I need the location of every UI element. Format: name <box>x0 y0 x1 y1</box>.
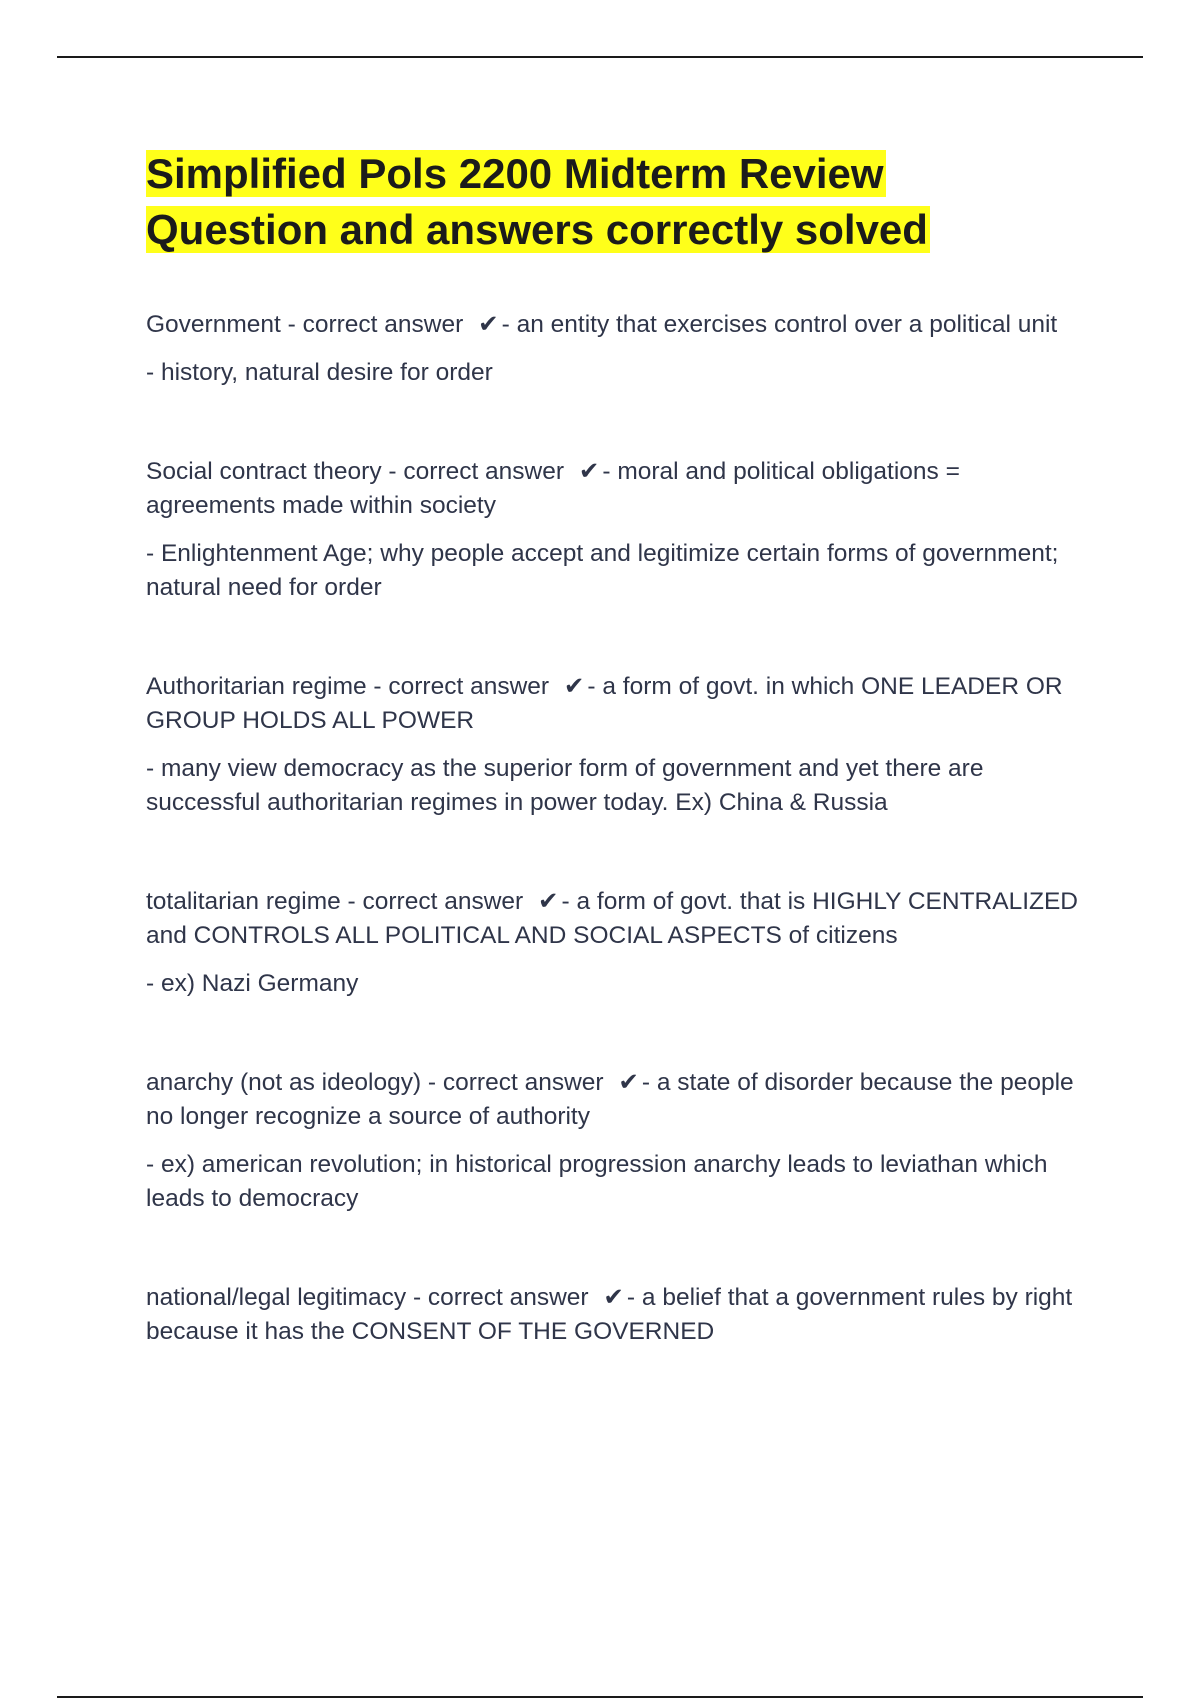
qa-definition: a state of disorder because the people no longer recognize a source of authority <box>146 1069 1074 1130</box>
correct-answer-label: - correct answer <box>373 673 550 700</box>
qa-entry <box>146 670 1096 820</box>
check-icon: ✔ <box>563 673 585 700</box>
check-icon: ✔ <box>603 1284 624 1311</box>
qa-term: Social contract theory <box>146 458 382 485</box>
title-line-1: Simplified Pols 2200 Midterm Review <box>146 150 884 197</box>
qa-answer-line <box>146 885 1096 953</box>
qa-list <box>146 308 1096 1349</box>
check-icon: ✔ <box>578 458 600 485</box>
qa-entry <box>146 1281 1096 1349</box>
qa-answer-line <box>146 455 1096 523</box>
qa-note: - many view democracy as the superior form of government and yet there are successful authoritarian regimes in power today. Ex) China & Russia <box>146 755 984 816</box>
correct-answer-label: - correct answer <box>412 1284 589 1311</box>
qa-entry <box>146 308 1096 390</box>
correct-answer-label: - correct answer <box>347 888 524 915</box>
separator: - <box>626 1284 642 1311</box>
qa-entry <box>146 1066 1096 1216</box>
top-rule <box>57 56 1143 58</box>
qa-term: anarchy (not as ideology) <box>146 1069 422 1096</box>
qa-definition: a form of govt. that is HIGHLY CENTRALIZED and CONTROLS ALL POLITICAL AND SOCIAL ASPECTS of citizens <box>146 888 1078 949</box>
separator: - <box>641 1069 657 1096</box>
correct-answer-label: - correct answer <box>287 311 464 338</box>
qa-answer-line <box>146 1066 1096 1134</box>
qa-note: - Enlightenment Age; why people accept and legitimize certain forms of government; natural need for order <box>146 540 1059 601</box>
correct-answer-label: - correct answer <box>388 458 565 485</box>
qa-entry <box>146 455 1096 605</box>
separator: - <box>501 311 517 338</box>
qa-definition: an entity that exercises control over a political unit <box>516 311 1058 338</box>
qa-answer-line <box>146 670 1096 738</box>
check-icon: ✔ <box>538 888 559 915</box>
separator: - <box>561 888 577 915</box>
qa-term: totalitarian regime <box>146 888 341 915</box>
separator: - <box>602 458 618 485</box>
title-line-2: Question and answers correctly solved <box>146 206 928 253</box>
qa-answer-line <box>146 308 1096 342</box>
qa-term: Government <box>146 311 281 338</box>
document-body <box>146 146 1096 1349</box>
correct-answer-label: - correct answer <box>427 1069 604 1096</box>
qa-definition: moral and political obligations = agreements made within society <box>146 458 960 519</box>
qa-definition: a form of govt. in which ONE LEADER OR GROUP HOLDS ALL POWER <box>146 673 1063 734</box>
bottom-rule <box>57 1696 1143 1698</box>
qa-note: - ex) Nazi Germany <box>146 970 359 997</box>
qa-answer-line <box>146 1281 1096 1349</box>
qa-definition: a belief that a government rules by right because it has the CONSENT OF THE GOVERNED <box>146 1284 1073 1345</box>
qa-entry <box>146 885 1096 1001</box>
qa-note: - ex) american revolution; in historical progression anarchy leads to leviathan which leads to democracy <box>146 1151 1048 1212</box>
qa-term: Authoritarian regime <box>146 673 367 700</box>
check-icon: ✔ <box>478 311 499 338</box>
separator: - <box>587 673 603 700</box>
check-icon: ✔ <box>618 1069 639 1096</box>
qa-note: - history, natural desire for order <box>146 359 493 386</box>
document-title <box>146 146 1096 258</box>
qa-term: national/legal legitimacy <box>146 1284 407 1311</box>
